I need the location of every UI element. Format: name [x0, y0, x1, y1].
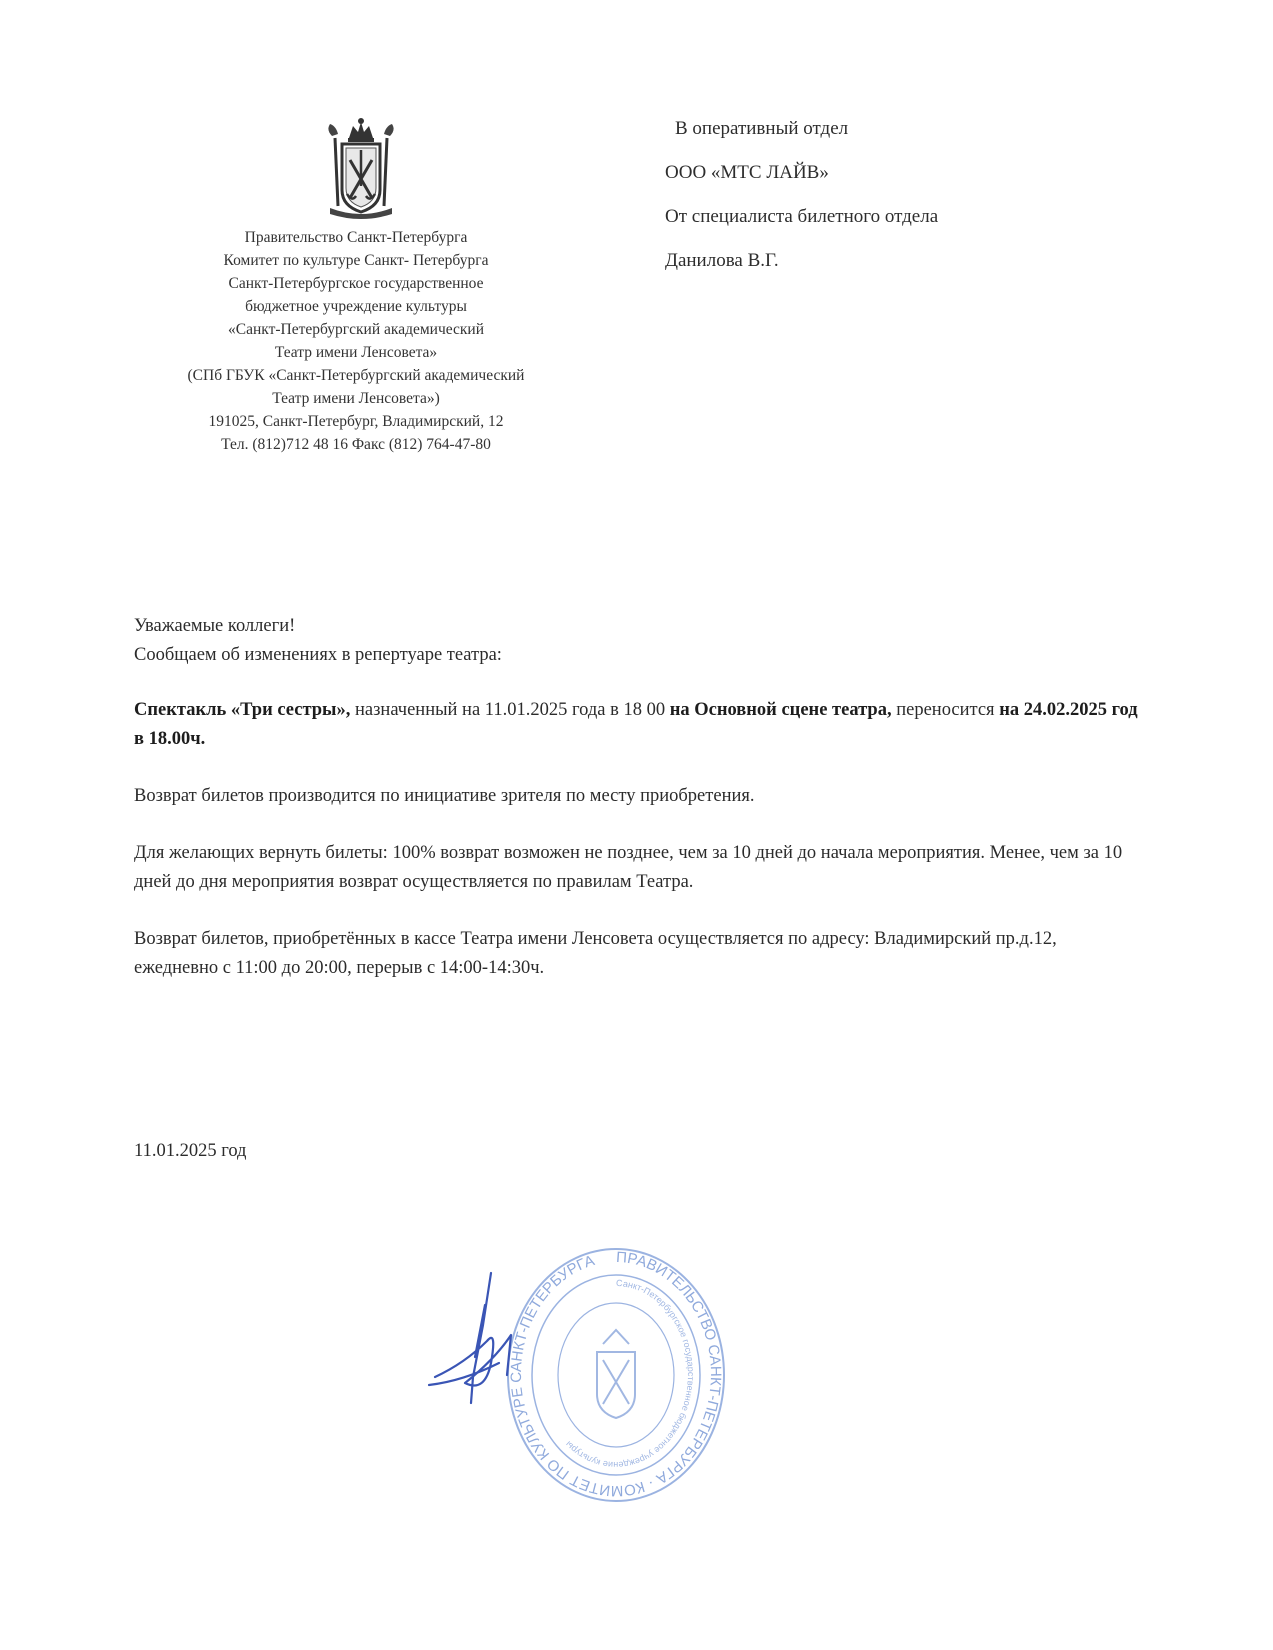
letterhead-line: Правительство Санкт-Петербурга	[244, 229, 468, 246]
stamp-outer-text: ПРАВИТЕЛЬСТВО САНКТ-ПЕТЕРБУРГА · КОМИТЕТ ПО КУЛЬТУРЕ САНКТ-ПЕТЕРБУРГА	[507, 1248, 725, 1500]
letter-body	[134, 612, 1144, 983]
play-title: Спектакль «Три сестры»,	[134, 700, 351, 720]
letterhead-line: Театр имени Ленсовета»)	[272, 390, 440, 407]
letterhead-line: «Санкт-Петербургский академический	[227, 321, 484, 338]
letterhead-line: Театр имени Ленсовета»	[274, 344, 438, 361]
letterhead-line: Комитет по культуре Санкт- Петербурга	[223, 252, 489, 269]
refund-terms-paragraph: Для желающих вернуть билеты: 100% возврат возможен не позднее, чем за 10 дней до начала мероприятия. Менее, чем за 10 дней до дня мероприятия возврат осуществляется по правилам Театра.	[134, 843, 1123, 892]
addressee-company: ООО «МТС ЛАЙВ»	[665, 162, 829, 183]
letterhead-line: Санкт-Петербургское государственное	[228, 275, 484, 292]
intro-line: Сообщаем об изменениях в репертуаре театра:	[134, 645, 502, 665]
new-date: на 24.02.2025 год в 18.00ч.	[134, 700, 1138, 749]
letter-date: 11.01.2025 год	[134, 1141, 247, 1161]
greeting: Уважаемые коллеги!	[134, 616, 296, 636]
sender-name: Данилова В.Г.	[665, 250, 779, 271]
announcement-paragraph: Спектакль «Три сестры», назначенный на 11.01.2025 года в 18 00 на Основной сцене театра, переносится на 24.02.2025 год в 18.00ч.	[134, 700, 1138, 749]
letterhead-line: бюджетное учреждение культуры	[245, 298, 467, 315]
addressee-department: В оперативный отдел	[675, 118, 849, 139]
sender-title: От специалиста билетного отдела	[665, 206, 939, 227]
stage-name: на Основной сцене театра,	[669, 700, 892, 720]
stamp-inner-text: Санкт-Петербургское государственное бюджетное учреждение культуры	[563, 1277, 696, 1471]
letterhead-line: 191025, Санкт-Петербург, Владимирский, 12	[208, 413, 504, 430]
addressee-block	[665, 114, 1185, 290]
letterhead	[120, 226, 592, 456]
letterhead-line: (СПб ГБУК «Санкт-Петербургский академический	[187, 367, 525, 384]
letterhead-line: Тел. (812)712 48 16 Факс (812) 764-47-80	[221, 436, 491, 453]
refund-paragraph: Возврат билетов производится по инициативе зрителя по месту приобретения.	[134, 786, 755, 806]
box-office-paragraph: Возврат билетов, приобретённых в кассе Театра имени Ленсовета осуществляется по адресу: Владимирский пр.д.12, ежедневно с 11:00 до 20:00, перерыв с 14:00-14:30ч.	[134, 929, 1057, 978]
saint-petersburg-coat-of-arms-icon	[322, 116, 400, 220]
official-stamp-icon	[505, 1244, 727, 1506]
handwritten-signature-icon	[425, 1265, 535, 1415]
svg-text:Санкт-Петербургское государств	[563, 1278, 696, 1470]
